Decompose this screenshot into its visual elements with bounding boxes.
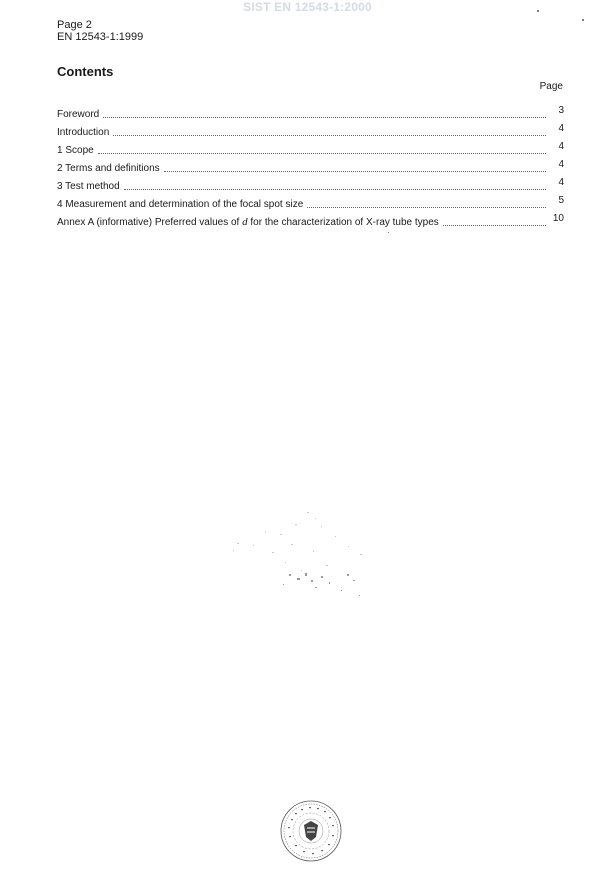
contents-title: Contents: [57, 64, 114, 79]
toc-entry-title: 4 Measurement and determination of the focal spot size: [57, 199, 307, 210]
toc-entry-measurement[interactable]: [57, 192, 564, 210]
toc-entry-title: Introduction: [57, 127, 113, 138]
toc-entry-terms-and-definitions[interactable]: [57, 156, 564, 174]
toc-entry-title: 1 Scope: [57, 145, 98, 156]
dot-leader: [98, 145, 546, 154]
toc-entry-foreword[interactable]: [57, 102, 564, 120]
toc-entry-page: 4: [558, 123, 564, 134]
standard-id: EN 12543-1:1999: [57, 31, 144, 43]
toc-entry-test-method[interactable]: [57, 174, 564, 192]
certification-stamp: [279, 799, 343, 863]
toc-entry-page: 4: [558, 177, 564, 188]
toc-entry-title: 2 Terms and definitions: [57, 163, 164, 174]
toc-entry-page: 10: [552, 213, 564, 224]
toc-entry-title: Foreword: [57, 109, 103, 120]
dot-leader: [164, 163, 546, 172]
toc-entry-annex-a[interactable]: [57, 210, 564, 228]
toc-entry-scope[interactable]: [57, 138, 564, 156]
scan-speck: [582, 19, 584, 21]
page-header: [57, 19, 143, 43]
toc-entry-title: 3 Test method: [57, 181, 124, 192]
scan-speck: [388, 232, 389, 233]
dot-leader: [103, 109, 546, 118]
page-number: Page 2: [57, 19, 92, 31]
dot-leader: [307, 199, 546, 208]
page-column-label: Page: [539, 81, 563, 92]
annex-title-post: for the characterization of X-ray tube types: [247, 217, 439, 228]
table-of-contents: [57, 102, 564, 228]
scan-speck: [537, 10, 539, 12]
toc-entry-page: 4: [558, 141, 564, 152]
annex-title-pre: Annex A (informative) Preferred values of: [57, 217, 243, 228]
watermark: SIST EN 12543-1:2000: [243, 0, 372, 14]
toc-entry-page: 4: [558, 159, 564, 170]
toc-entry-page: 5: [558, 195, 564, 206]
dot-leader: [124, 181, 546, 190]
dot-leader: [113, 127, 546, 136]
dot-leader: [443, 217, 546, 226]
toc-entry-introduction[interactable]: [57, 120, 564, 138]
scan-noise: [225, 510, 385, 605]
toc-entry-page: 3: [558, 105, 564, 116]
variable-d: d: [242, 216, 248, 228]
toc-entry-title: [57, 216, 443, 228]
